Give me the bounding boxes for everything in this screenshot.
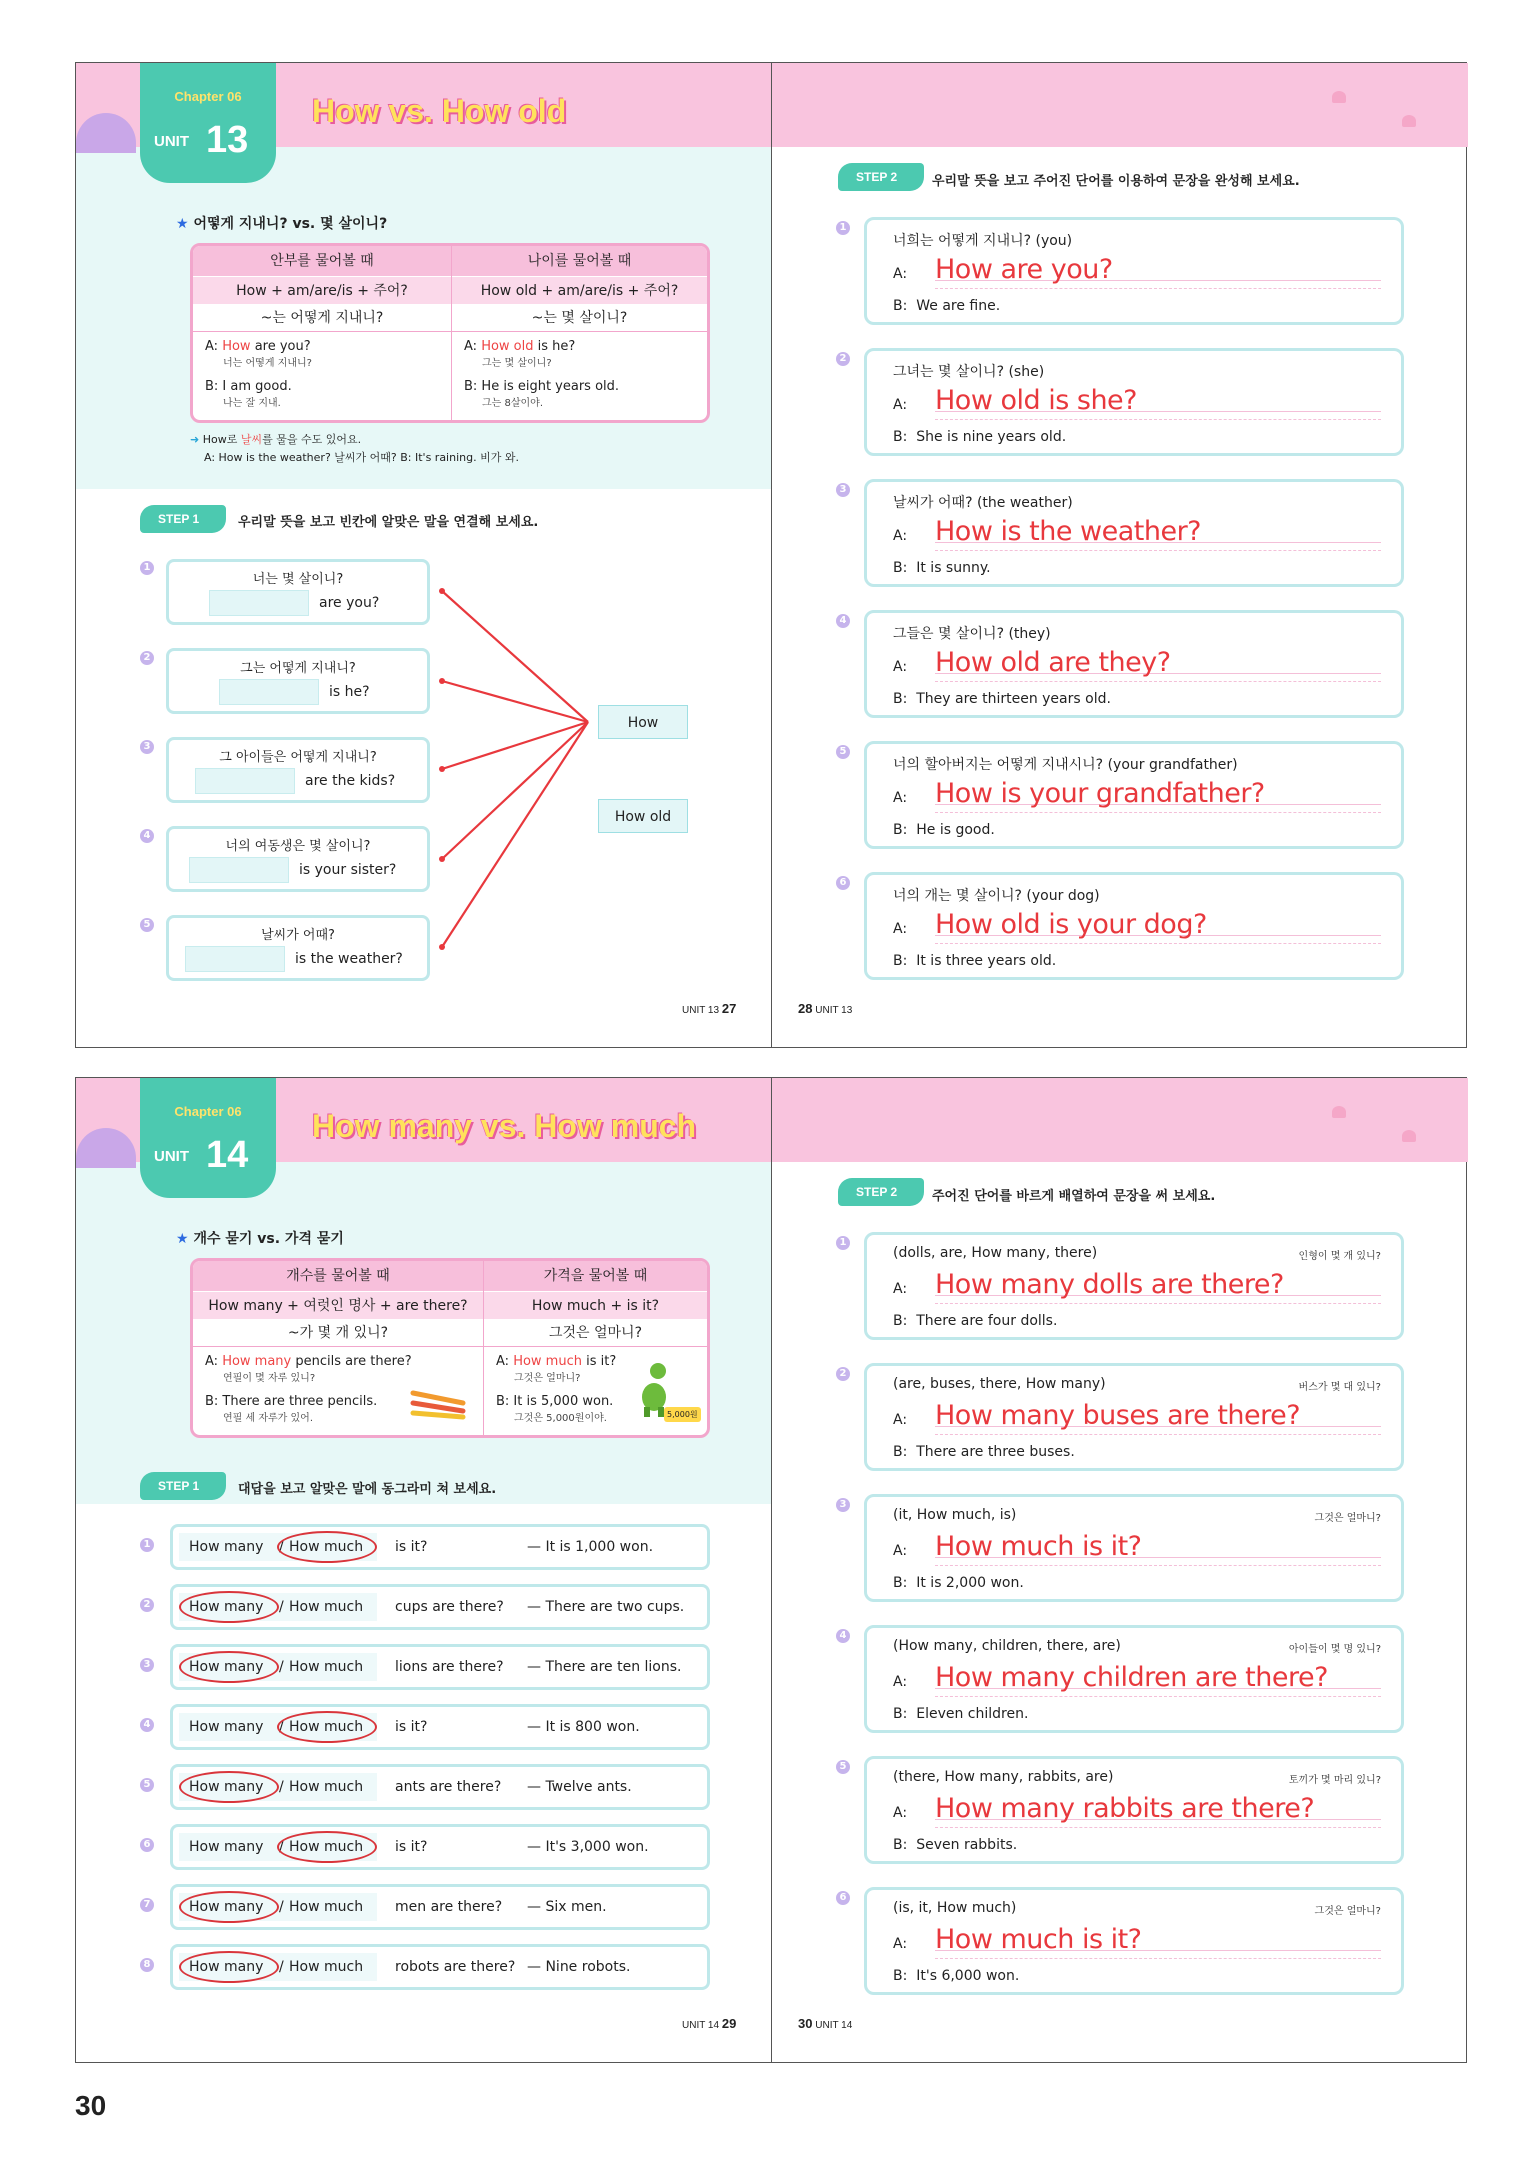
item-number: 1: [836, 221, 850, 235]
item-number: 5: [140, 918, 154, 932]
match-item: 그 아이들은 어떻게 지내니? are the kids?: [166, 737, 430, 803]
divider-slash: /: [279, 1719, 284, 1735]
header-band: [772, 1078, 1468, 1162]
divider-slash: /: [279, 1839, 284, 1855]
answer-circle: [179, 1591, 279, 1623]
item-number: 1: [140, 561, 154, 575]
item-number: 3: [836, 1498, 850, 1512]
sentence-item: (dolls, are, How many, there) 인형이 몇 개 있니? A: How many dolls are there? B: There are four dolls.: [864, 1232, 1404, 1340]
col-example: A: How are you? 너는 어떻게 지내니? B: I am good. 나는 잘 지내.: [205, 339, 312, 409]
response: — There are ten lions.: [527, 1659, 682, 1675]
item-number: 5: [836, 1760, 850, 1774]
option-how-much[interactable]: How much: [289, 1539, 364, 1555]
option-how-much[interactable]: How much: [289, 1599, 364, 1615]
question-rest: is it?: [395, 1719, 428, 1735]
answer-how[interactable]: How: [598, 705, 688, 739]
question-rest: ants are there?: [395, 1779, 502, 1795]
option-how-many[interactable]: How many: [189, 1959, 264, 1975]
answer-circle: [277, 1711, 377, 1743]
answer-circle: [179, 1651, 279, 1683]
circle-item: [170, 1644, 710, 1690]
match-line: [442, 722, 588, 859]
item-number: 2: [836, 352, 850, 366]
page-footer: UNIT 14 29: [682, 2016, 737, 2031]
col-meaning: ~가 몇 개 있니?: [193, 1319, 483, 1347]
option-how-much[interactable]: How much: [289, 1959, 364, 1975]
col-formula: How many + 여럿인 명사 + are there?: [193, 1291, 483, 1319]
col-head: 안부를 물어볼 때: [193, 246, 451, 276]
question-rest: cups are there?: [395, 1599, 504, 1615]
divider-slash: /: [279, 1899, 284, 1915]
step1-instruction: 우리말 뜻을 보고 빈칸에 알맞은 말을 연결해 보세요.: [238, 515, 539, 530]
response: — It is 1,000 won.: [527, 1539, 654, 1555]
item-number: 4: [140, 1718, 154, 1732]
cloud-icon: [1402, 1130, 1416, 1142]
option-how-much[interactable]: How much: [289, 1839, 364, 1855]
written-answer[interactable]: How are you?: [935, 254, 1113, 285]
option-how-many[interactable]: How many: [189, 1839, 264, 1855]
dot-icon: [439, 766, 445, 772]
option-how-many[interactable]: How many: [189, 1599, 264, 1615]
question-rest: robots are there?: [395, 1959, 516, 1975]
option-how-much[interactable]: How much: [289, 1899, 364, 1915]
cloud-icon: [1332, 1106, 1346, 1118]
written-answer[interactable]: How old is your dog?: [935, 909, 1207, 940]
star-icon: ★: [176, 1231, 194, 1247]
cloud-icon: [1332, 91, 1346, 103]
written-answer[interactable]: How is your grandfather?: [935, 778, 1265, 809]
unit-title: How many vs. How much: [312, 1108, 697, 1144]
unit-badge: [140, 1078, 276, 1198]
divider-slash: /: [279, 1539, 284, 1555]
question-rest: men are there?: [395, 1899, 503, 1915]
item-number: 3: [836, 483, 850, 497]
option-how-many[interactable]: How many: [189, 1539, 264, 1555]
answer-circle: [277, 1831, 377, 1863]
grammar-subhead: ★ 개수 묻기 vs. 가격 묻기: [176, 1231, 344, 1247]
option-how-many[interactable]: How many: [189, 1719, 264, 1735]
response: — It's 3,000 won.: [527, 1839, 649, 1855]
written-answer[interactable]: How many children are there?: [935, 1662, 1328, 1693]
col-example: A: How many pencils are there? 연필이 몇 자루 있니? B: There are three pencils. 연필 세 자루가 있어.: [205, 1354, 412, 1424]
circle-item: [170, 1584, 710, 1630]
page-footer: 30 UNIT 14: [798, 2016, 853, 2031]
col-example: A: How much is it? 그것은 얼마니? B: It is 5,000 won. 그것은 5,000원이야.: [496, 1354, 617, 1424]
item-number: 6: [836, 1891, 850, 1905]
col-head: 나이를 물어볼 때: [452, 246, 707, 276]
answer-circle: [179, 1891, 279, 1923]
item-number: 3: [140, 740, 154, 754]
option-how-many[interactable]: How many: [189, 1779, 264, 1795]
response: — It is 800 won.: [527, 1719, 640, 1735]
spread-unit14: [75, 1077, 1467, 2063]
unit-title: How vs. How old: [312, 93, 567, 129]
sentence-item: (is, it, How much) 그것은 얼마니? A: How much is it? B: It's 6,000 won.: [864, 1887, 1404, 1995]
answer-how-old[interactable]: How old: [598, 799, 688, 833]
page-30: [772, 1078, 1468, 2062]
item-number: 3: [140, 1658, 154, 1672]
step2-instruction: 주어진 단어를 바르게 배열하여 문장을 써 보세요.: [932, 1189, 1216, 1204]
circle-item: [170, 1944, 710, 1990]
step1-badge: STEP 1: [140, 1472, 226, 1500]
match-item: 그는 어떻게 지내니? is he?: [166, 648, 430, 714]
col-head: 개수를 물어볼 때: [193, 1261, 483, 1291]
sentence-item: (are, buses, there, How many) 버스가 몇 대 있니? A: How many buses are there? B: There are three buses.: [864, 1363, 1404, 1471]
dot-icon: [439, 944, 445, 950]
grammar-col-howmany: [193, 1261, 483, 1435]
written-answer[interactable]: How many dolls are there?: [935, 1269, 1284, 1300]
item-number: 1: [140, 1538, 154, 1552]
dot-icon: [439, 588, 445, 594]
sentence-item: 그녀는 몇 살이니? (she) A: How old is she? B: She is nine years old.: [864, 348, 1404, 456]
col-example: A: How old is he? 그는 몇 살이니? B: He is eight years old. 그는 8살이야.: [464, 339, 620, 409]
item-number: 4: [836, 1629, 850, 1643]
written-answer[interactable]: How much is it?: [935, 1531, 1142, 1562]
match-item: 너는 몇 살이니? are you?: [166, 559, 430, 625]
page-29: [76, 1078, 772, 2062]
item-number: 4: [140, 829, 154, 843]
option-how-much[interactable]: How much: [289, 1779, 364, 1795]
page-28: [772, 63, 1468, 1047]
pencils-icon: [409, 1387, 469, 1421]
page-number: 30: [75, 2090, 107, 2121]
answer-circle: [179, 1951, 279, 1983]
unit-label: UNIT: [154, 1148, 189, 1165]
response: — Twelve ants.: [527, 1779, 632, 1795]
item-number: 4: [836, 614, 850, 628]
chapter-label: Chapter 06: [174, 89, 242, 104]
step2-instruction: 우리말 뜻을 보고 주어진 단어를 이용하여 문장을 완성해 보세요.: [932, 174, 1300, 189]
grammar-note: ➜ How로 날씨를 물을 수도 있어요. A: How is the weather? 날씨가 어때? B: It's raining. 비가 와.: [190, 433, 519, 464]
step2-badge: STEP 2: [838, 1178, 924, 1206]
grammar-table: [190, 1258, 710, 1438]
response: — Nine robots.: [527, 1959, 631, 1975]
item-number: 5: [140, 1778, 154, 1792]
question-rest: lions are there?: [395, 1659, 504, 1675]
item-number: 2: [140, 651, 154, 665]
answer-circle: [277, 1531, 377, 1563]
sentence-item: (How many, children, there, are) 아이들이 몇 명 있니? A: How many children are there? B: Eleven children.: [864, 1625, 1404, 1733]
written-answer[interactable]: How old is she?: [935, 385, 1138, 416]
written-answer[interactable]: How old are they?: [935, 647, 1171, 678]
col-meaning: ~는 몇 살이니?: [452, 304, 707, 332]
item-number: 6: [836, 876, 850, 890]
response: — Six men.: [527, 1899, 607, 1915]
circle-item: [170, 1764, 710, 1810]
divider-slash: /: [279, 1659, 284, 1675]
step1-badge: STEP 1: [140, 505, 226, 533]
option-how-much[interactable]: How much: [289, 1659, 364, 1675]
sentence-item: 날씨가 어때? (the weather) A: How is the weather? B: It is sunny.: [864, 479, 1404, 587]
unit-number: 14: [206, 1134, 249, 1176]
arrow-icon: ➜: [190, 433, 203, 446]
written-answer[interactable]: How much is it?: [935, 1924, 1142, 1955]
option-how-many[interactable]: How many: [189, 1899, 264, 1915]
sentence-item: 너의 할아버지는 어떻게 지내시니? (your grandfather) A: How is your grandfather? B: He is good.: [864, 741, 1404, 849]
star-icon: ★: [176, 216, 194, 232]
col-head: 가격을 물어볼 때: [484, 1261, 707, 1291]
divider-slash: /: [279, 1779, 284, 1795]
response: — There are two cups.: [527, 1599, 685, 1615]
match-lines: [76, 63, 772, 1047]
option-how-many[interactable]: How many: [189, 1659, 264, 1675]
option-how-much[interactable]: How much: [289, 1719, 364, 1735]
grammar-col-howmuch: [484, 1261, 707, 1435]
page-footer: UNIT 13 27: [682, 1001, 737, 1016]
dot-icon: [439, 856, 445, 862]
col-formula: How + am/are/is + 주어?: [193, 276, 451, 304]
match-item: 너의 여동생은 몇 살이니? is your sister?: [166, 826, 430, 892]
col-meaning: ~는 어떻게 지내니?: [193, 304, 451, 332]
item-number: 1: [836, 1236, 850, 1250]
unit-label: UNIT: [154, 133, 189, 150]
sentence-item: (there, How many, rabbits, are) 토끼가 몇 마리 있니? A: How many rabbits are there? B: Seven rabbits.: [864, 1756, 1404, 1864]
dot-icon: [439, 678, 445, 684]
circle-item: [170, 1824, 710, 1870]
circle-item: [170, 1884, 710, 1930]
written-answer[interactable]: How many buses are there?: [935, 1400, 1301, 1431]
spread-unit13: [75, 62, 1467, 1048]
sentence-item: (it, How much, is) 그것은 얼마니? A: How much is it? B: It is 2,000 won.: [864, 1494, 1404, 1602]
cloud-icon: [1402, 115, 1416, 127]
sentence-item: 너의 개는 몇 살이니? (your dog) A: How old is your dog? B: It is three years old.: [864, 872, 1404, 980]
col-formula: How much + is it?: [484, 1291, 707, 1319]
item-number: 7: [140, 1898, 154, 1912]
item-number: 6: [140, 1838, 154, 1852]
match-line: [442, 722, 588, 947]
unit-number: 13: [206, 119, 249, 161]
col-formula: How old + am/are/is + 주어?: [452, 276, 707, 304]
item-number: 2: [836, 1367, 850, 1381]
written-answer[interactable]: How is the weather?: [935, 516, 1202, 547]
divider-slash: /: [279, 1599, 284, 1615]
sentence-item: 그들은 몇 살이니? (they) A: How old are they? B: They are thirteen years old.: [864, 610, 1404, 718]
question-rest: is it?: [395, 1539, 428, 1555]
divider-slash: /: [279, 1959, 284, 1975]
header-band: [772, 63, 1468, 147]
item-number: 5: [836, 745, 850, 759]
circle-item: [170, 1524, 710, 1570]
match-item: 날씨가 어때? is the weather?: [166, 915, 430, 981]
page-27: [76, 63, 772, 1047]
question-rest: is it?: [395, 1839, 428, 1855]
match-line: [442, 722, 588, 769]
step2-badge: STEP 2: [838, 163, 924, 191]
grammar-subhead: ★ 어떻게 지내니? vs. 몇 살이니?: [176, 216, 388, 232]
col-meaning: 그것은 얼마니?: [484, 1319, 707, 1347]
circle-item: [170, 1704, 710, 1750]
price-tag: 5,000원: [664, 1407, 701, 1422]
page-footer: 28 UNIT 13: [798, 1001, 853, 1016]
item-number: 8: [140, 1958, 154, 1972]
chapter-label: Chapter 06: [174, 1104, 242, 1119]
written-answer[interactable]: How many rabbits are there?: [935, 1793, 1315, 1824]
answer-circle: [179, 1771, 279, 1803]
step1-instruction: 대답을 보고 알맞은 말에 동그라미 쳐 보세요.: [238, 1482, 497, 1497]
item-number: 2: [140, 1598, 154, 1612]
sentence-item: 너희는 어떻게 지내니? (you) A: How are you? B: We are fine.: [864, 217, 1404, 325]
